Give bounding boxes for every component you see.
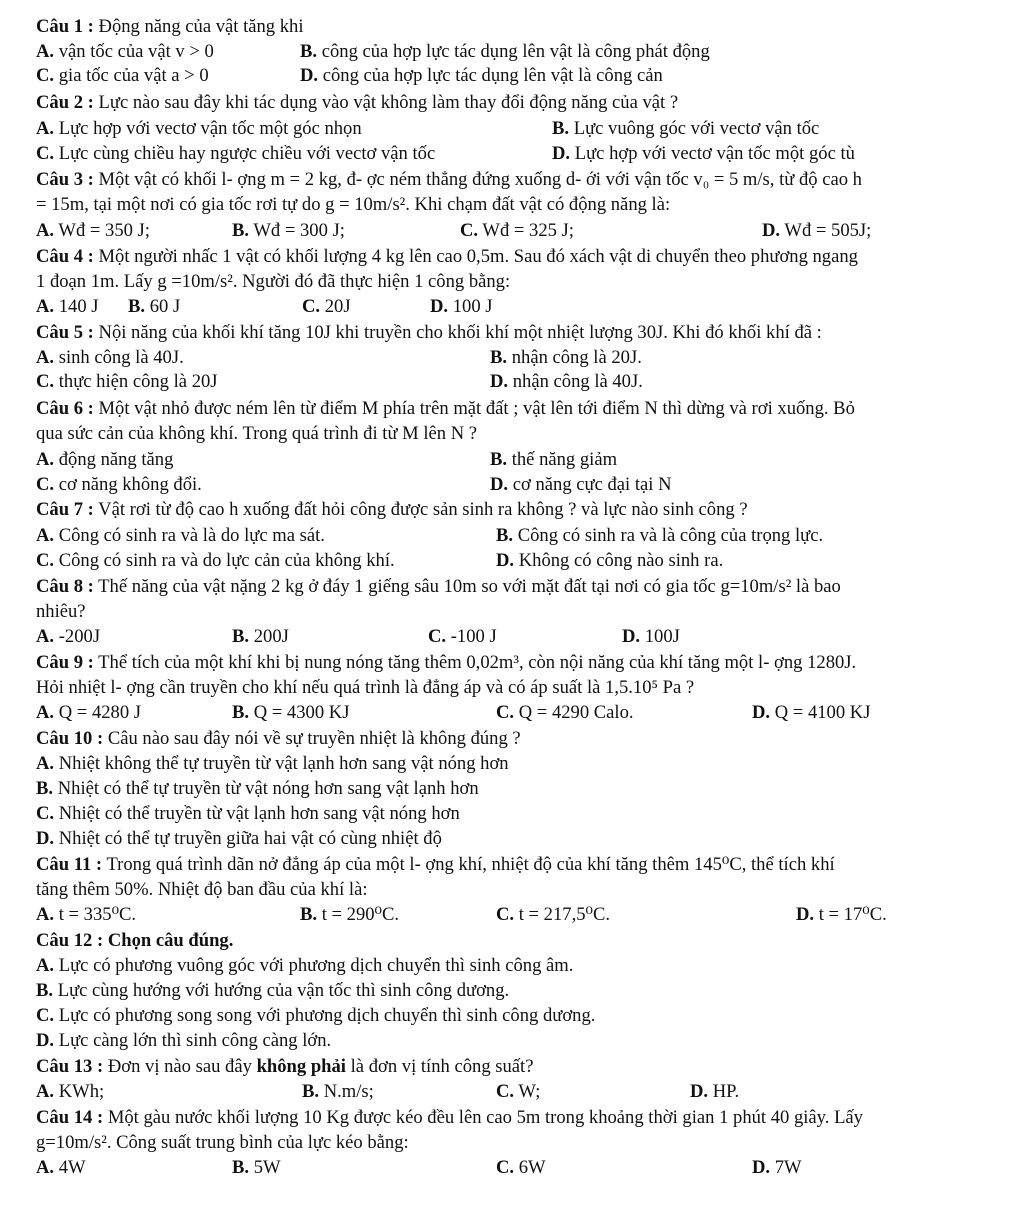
question-text-line-1: Trong quá trình dãn nở đẳng áp của một l- ợng khí, nhiệt độ của khí tăng thêm 145⁰C, thể tích khí: [106, 854, 835, 875]
q4-option-a[interactable]: A. 140 J: [36, 296, 99, 317]
question-6-cont: [36, 422, 1008, 446]
question-9: [36, 651, 1008, 675]
q10-option-a[interactable]: A. Nhiệt không thể tự truyền từ vật lạnh hơn sang vật nóng hơn: [36, 753, 509, 774]
q10-option-b[interactable]: B. Nhiệt có thể tự truyền từ vật nóng hơn sang vật lạnh hơn: [36, 778, 479, 799]
question-11-cont: [36, 878, 1008, 902]
question-label: Câu 13 :: [36, 1056, 104, 1077]
q11-option-b[interactable]: B. t = 290⁰C.: [300, 904, 400, 925]
q9-option-a[interactable]: A. Q = 4280 J: [36, 702, 142, 723]
q14-option-d[interactable]: D. 7W: [752, 1157, 802, 1178]
q6-option-c[interactable]: C. cơ năng không đổi.: [36, 474, 202, 495]
question-text-line-1: Thế năng của vật nặng 2 kg ở đáy 1 giếng sâu 10m so với mặt đất tại nơi có gia tốc g=10m/s² là bao: [98, 576, 841, 597]
question-label: Câu 11 :: [36, 854, 103, 875]
question-11: [36, 853, 1008, 877]
question-4-cont: [36, 270, 1008, 294]
q12-option-b[interactable]: B. Lực cùng hướng với hướng của vận tốc thì sinh công dương.: [36, 980, 510, 1001]
question-14: [36, 1106, 1008, 1130]
question-text: Vật rơi từ độ cao h xuống đất hỏi công được sản sinh ra không ? và lực nào sinh công ?: [98, 499, 748, 520]
q11-option-d[interactable]: D. t = 17⁰C.: [796, 904, 887, 925]
q3-option-a[interactable]: A. Wđ = 350 J;: [36, 220, 150, 241]
q8-option-b[interactable]: B. 200J: [232, 626, 289, 647]
q1-option-a[interactable]: A. vận tốc của vật v > 0: [36, 41, 214, 62]
question-label: Câu 7 :: [36, 499, 94, 520]
question-text-line-1: Một vật nhỏ được ném lên từ điểm M phía trên mặt đất ; vật lên tới điểm N thì dừng và rơi xuống. Bỏ: [98, 398, 855, 419]
q14-option-b[interactable]: B. 5W: [232, 1157, 281, 1178]
q10-option-d[interactable]: D. Nhiệt có thể tự truyền giữa hai vật có cùng nhiệt độ: [36, 828, 442, 849]
q4-option-c[interactable]: C. 20J: [302, 296, 351, 317]
q13-option-a[interactable]: A. KWh;: [36, 1081, 105, 1102]
question-8: [36, 575, 1008, 599]
q8-option-d[interactable]: D. 100J: [622, 626, 680, 647]
question-text-line-2: g=10m/s². Công suất trung bình của lực kéo bằng:: [36, 1132, 409, 1153]
q4-option-b[interactable]: B. 60 J: [128, 296, 181, 317]
q7-option-a[interactable]: A. Công có sinh ra và là do lực ma sát.: [36, 525, 325, 546]
q5-option-d[interactable]: D. nhận công là 40J.: [490, 371, 643, 392]
q10-option-c[interactable]: C. Nhiệt có thể truyền từ vật lạnh hơn sang vật nóng hơn: [36, 803, 460, 824]
question-label: Câu 8 :: [36, 576, 94, 597]
question-label: Câu 2 :: [36, 92, 94, 113]
q3-option-c[interactable]: C. Wđ = 325 J;: [460, 220, 574, 241]
question-text-line-2: nhiêu?: [36, 601, 86, 622]
q7-option-d[interactable]: D. Không có công nào sinh ra.: [496, 550, 724, 571]
q7-option-b[interactable]: B. Công có sinh ra và là công của trọng lực.: [496, 525, 824, 546]
q4-option-d[interactable]: D. 100 J: [430, 296, 493, 317]
q11-option-c[interactable]: C. t = 217,5⁰C.: [496, 904, 611, 925]
q13-option-d[interactable]: D. HP.: [690, 1081, 740, 1102]
question-text: Động năng của vật tăng khi: [98, 16, 304, 37]
question-label: Câu 6 :: [36, 398, 94, 419]
q6-option-d[interactable]: D. cơ năng cực đại tại N: [490, 474, 672, 495]
question-text-line-2: qua sức cản của không khí. Trong quá trình đi từ M lên N ?: [36, 423, 478, 444]
question-text-line-1: Thể tích của một khí khi bị nung nóng tăng thêm 0,02m³, còn nội năng của khí tăng một l- ợng 1280J.: [98, 652, 857, 673]
question-5: [36, 321, 1008, 345]
q8-option-a[interactable]: A. -200J: [36, 626, 101, 647]
question-text-post: là đơn vị tính công suất?: [350, 1056, 534, 1077]
q12-option-c[interactable]: C. Lực có phương song song với phương dịch chuyển thì sinh công dương.: [36, 1005, 596, 1026]
q5-option-b[interactable]: B. nhận công là 20J.: [490, 347, 642, 368]
q7-option-c[interactable]: C. Công có sinh ra và do lực cản của không khí.: [36, 550, 395, 571]
question-text-line-1: Một người nhấc 1 vật có khối lượng 4 kg lên cao 0,5m. Sau đó xách vật di chuyển theo phương ngang: [98, 246, 858, 267]
q14-option-a[interactable]: A. 4W: [36, 1157, 86, 1178]
question-label: Câu 10 :: [36, 728, 104, 749]
question-3: [36, 168, 1008, 192]
q9-option-c[interactable]: C. Q = 4290 Calo.: [496, 702, 634, 723]
question-text-line-1: Một vật có khối l- ợng m = 2 kg, đ- ợc ném thẳng đứng xuống d- ới với vận tốc v₀ = 5 m/s, từ độ cao h: [98, 169, 862, 190]
q6-option-a[interactable]: A. động năng tăng: [36, 449, 174, 470]
q14-option-c[interactable]: C. 6W: [496, 1157, 546, 1178]
question-9-cont: [36, 676, 1008, 700]
q8-option-c[interactable]: C. -100 J: [428, 626, 497, 647]
question-6: [36, 397, 1008, 421]
question-text-line-2: tăng thêm 50%. Nhiệt độ ban đầu của khí là:: [36, 879, 368, 900]
question-text-emphasis: không phải: [256, 1056, 346, 1077]
q1-option-c[interactable]: C. gia tốc của vật a > 0: [36, 65, 209, 86]
question-label: Câu 3 :: [36, 169, 94, 190]
q2-option-a[interactable]: A. Lực hợp với vectơ vận tốc một góc nhọn: [36, 118, 362, 139]
question-label: Câu 4 :: [36, 246, 94, 267]
q2-option-b[interactable]: B. Lực vuông góc với vectơ vận tốc: [552, 118, 820, 139]
question-text: Lực nào sau đây khi tác dụng vào vật không làm thay đổi động năng của vật ?: [98, 92, 679, 113]
q2-option-d[interactable]: D. Lực hợp với vectơ vận tốc một góc tù: [552, 143, 855, 164]
q6-option-b[interactable]: B. thế năng giảm: [490, 449, 618, 470]
q13-option-b[interactable]: B. N.m/s;: [302, 1081, 374, 1102]
question-10: [36, 727, 1008, 751]
q1-option-b[interactable]: B. công của hợp lực tác dụng lên vật là công phát động: [300, 41, 710, 62]
q9-option-b[interactable]: B. Q = 4300 KJ: [232, 702, 350, 723]
question-12: [36, 929, 1008, 953]
question-text-line-1: Một gàu nước khối lượng 10 Kg được kéo đều lên cao 5m trong khoảng thời gian 1 phút 40 giây. Lấy: [107, 1107, 863, 1128]
question-2: [36, 91, 1008, 115]
question-text-line-2: 1 đoạn 1m. Lấy g =10m/s². Người đó đã thực hiện 1 công bằng:: [36, 271, 511, 292]
question-text: Câu nào sau đây nói về sự truyền nhiệt là không đúng ?: [107, 728, 521, 749]
question-text-line-2: Hỏi nhiệt l- ợng cần truyền cho khí nếu quá trình là đẳng áp và có áp suất là 1,5.10⁵ Pa ?: [36, 677, 695, 698]
q5-option-a[interactable]: A. sinh công là 40J.: [36, 347, 184, 368]
question-text-line-2: = 15m, tại một nơi có gia tốc rơi tự do g = 10m/s². Khi chạm đất vật có động năng là:: [36, 194, 671, 215]
question-label: Câu 12 :: [36, 930, 104, 951]
question-label: Câu 14 :: [36, 1107, 104, 1128]
q12-option-a[interactable]: A. Lực có phương vuông góc với phương dịch chuyển thì sinh công âm.: [36, 955, 574, 976]
q9-option-d[interactable]: D. Q = 4100 KJ: [752, 702, 871, 723]
q1-option-d[interactable]: D. công của hợp lực tác dụng lên vật là công cản: [300, 65, 663, 86]
question-8-cont: [36, 600, 1008, 624]
question-7: [36, 498, 1008, 522]
question-label: Câu 9 :: [36, 652, 94, 673]
q5-option-c[interactable]: C. thực hiện công là 20J: [36, 371, 218, 392]
q3-option-b[interactable]: B. Wđ = 300 J;: [232, 220, 345, 241]
question-label: Câu 5 :: [36, 322, 94, 343]
q13-option-c[interactable]: C. W;: [496, 1081, 541, 1102]
question-13: [36, 1055, 1008, 1079]
q12-option-d[interactable]: D. Lực càng lớn thì sinh công càng lớn.: [36, 1030, 332, 1051]
question-14-cont: [36, 1131, 1008, 1155]
question-text: Nội năng của khối khí tăng 10J khi truyền cho khối khí một nhiệt lượng 30J. Khi đó khối khí đã :: [98, 322, 822, 343]
question-label: Câu 1 :: [36, 16, 94, 37]
question-4: [36, 245, 1008, 269]
q2-option-c[interactable]: C. Lực cùng chiều hay ngược chiều với vectơ vận tốc: [36, 143, 436, 164]
question-1: [36, 15, 1008, 39]
question-text-pre: Đơn vị nào sau đây: [107, 1056, 252, 1077]
q11-option-a[interactable]: A. t = 335⁰C.: [36, 904, 137, 925]
question-text: Chọn câu đúng.: [107, 930, 234, 951]
q3-option-d[interactable]: D. Wđ = 505J;: [762, 220, 872, 241]
question-3-cont: [36, 193, 1008, 217]
